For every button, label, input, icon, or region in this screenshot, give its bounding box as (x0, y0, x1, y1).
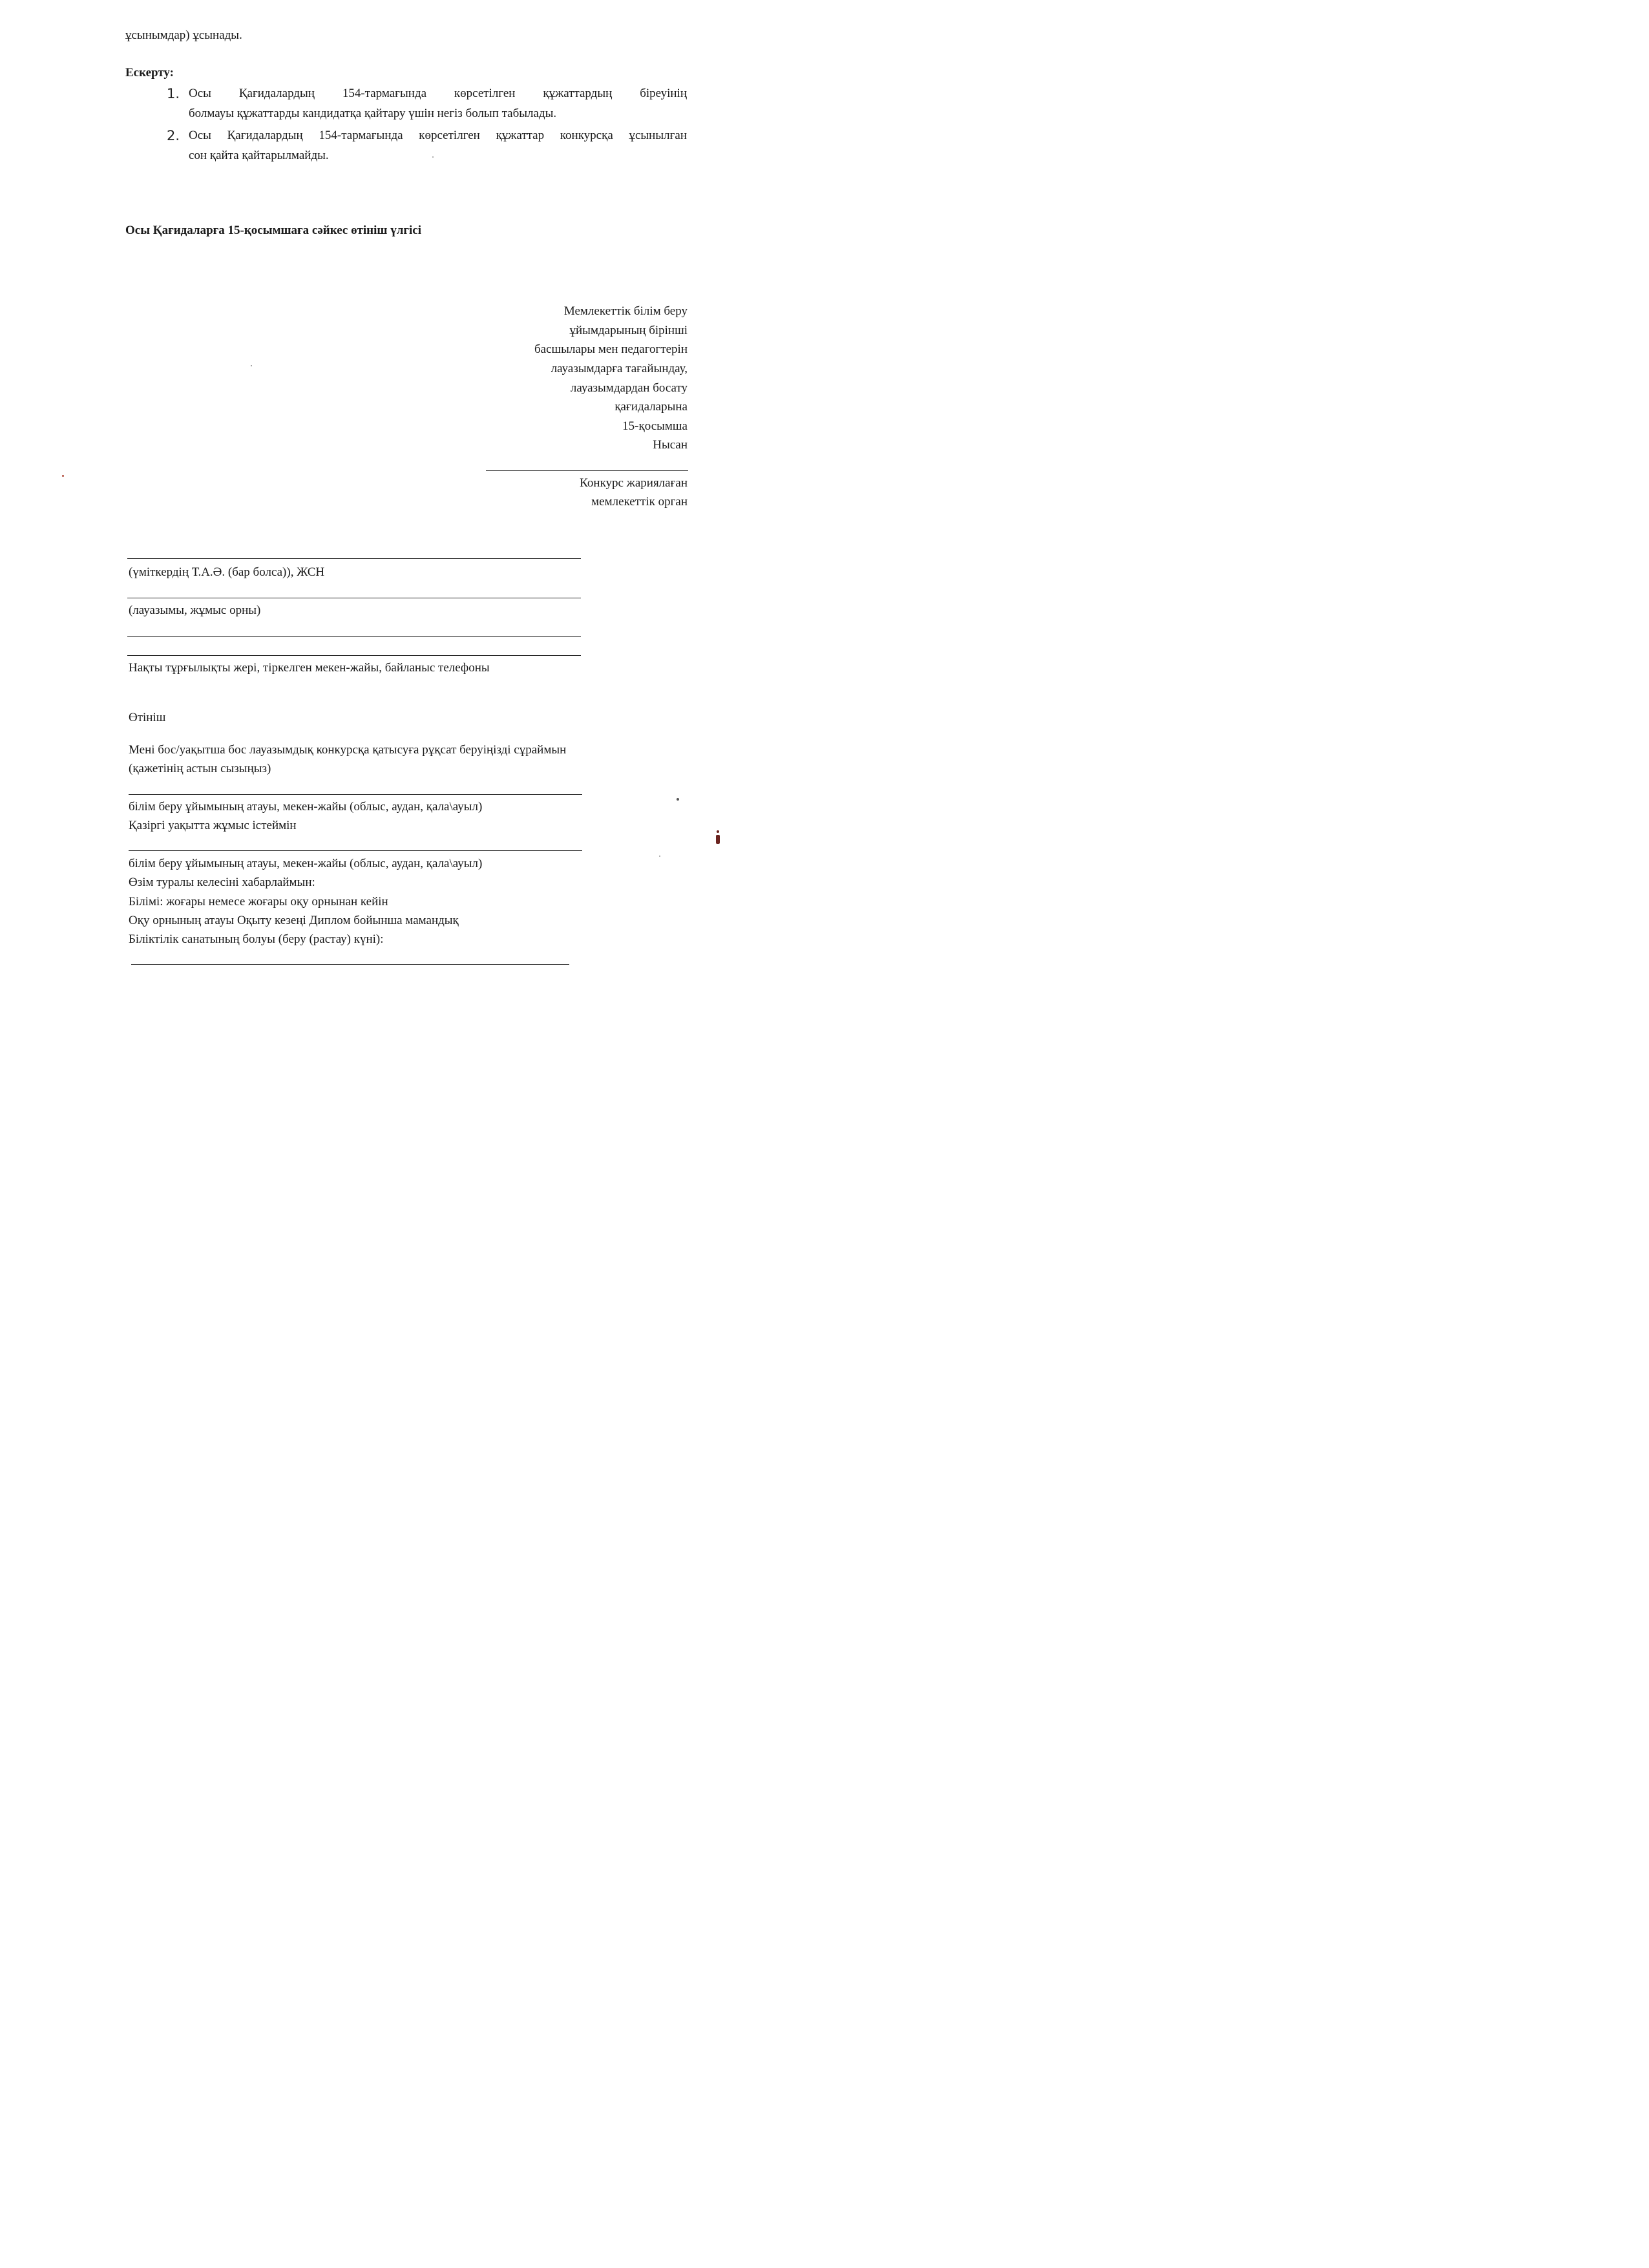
about-me-text: Өзім туралы келесіні хабарлаймын: (129, 876, 315, 889)
application-request-text: Мені бос/уақытша бос лауазымдық конкурсқа қатысуға рұқсат беруіңізді сұраймын (129, 743, 567, 757)
form-label: Нысан (653, 438, 688, 452)
current-organization-blank-line (129, 850, 582, 851)
applicant-name-caption: (үміткердің Т.А.Ә. (бар болса)), ЖСН (129, 565, 325, 579)
attachment-header-line: лауазымдардан босату (570, 381, 688, 395)
attachment-header-line: лауазымдарға тағайындау, (551, 362, 688, 375)
attachment-header-line: ұйымдарының бірінші (569, 324, 688, 337)
attachment-header-line: Мемлекеттік білім беру (563, 304, 688, 318)
application-title: Өтініш (129, 711, 166, 724)
attachment-header-line: 15-қосымша (622, 419, 688, 433)
organization-caption: білім беру ұйымының атауы, мекен-жайы (облыс, аудан, қала\ауыл) (129, 800, 483, 814)
applicant-address-caption: Нақты тұрғылықты жері, тіркелген мекен-жайы, байланыс телефоны (129, 661, 490, 675)
scan-speck (251, 365, 252, 366)
recipient-caption: Конкурс жариялаған (580, 476, 688, 490)
applicant-address-blank-line (127, 655, 581, 656)
note-heading: Ескерту: (125, 66, 174, 79)
organization-caption: білім беру ұйымының атауы, мекен-жайы (облыс, аудан, қала\ауыл) (129, 857, 483, 870)
education-details-text: Оқу орнының атауы Оқыту кезеңі Диплом бойынша мамандық (129, 914, 459, 927)
current-work-text: Қазіргі уақытта жұмыс істеймін (129, 819, 297, 832)
organization-blank-line (129, 794, 582, 795)
note-item-number: 2. (167, 128, 180, 143)
scan-speck (677, 798, 679, 801)
section-title: Осы Қағидаларға 15-қосымшаға сәйкес өтініш үлгісі (125, 224, 421, 237)
qualification-text: Біліктілік санатының болуы (беру (растау) күні): (129, 932, 384, 946)
note-item-text: сон қайта қайтарылмайды. (189, 149, 329, 162)
note-item-text: болмауы құжаттарды кандидатқа қайтару үшін негіз болып табылады. (189, 107, 557, 120)
applicant-position-caption: (лауазымы, жұмыс орны) (129, 604, 261, 617)
note-item-text: Осы Қағидалардың 154-тармағында көрсетілген құжаттар конкурсқа ұсынылған (189, 129, 687, 142)
education-text: Білімі: жоғары немесе жоғары оқу орнынан кейін (129, 895, 388, 908)
scan-mark (716, 835, 720, 844)
attachment-header-line: басшылары мен педагогтерін (534, 342, 688, 356)
scan-speck (62, 475, 64, 477)
applicant-name-blank-line (127, 558, 581, 559)
application-request-note: (қажетінің астын сызыңыз) (129, 762, 271, 775)
note-item-text: Осы Қағидалардың 154-тармағында көрсетілген құжаттардың біреуінің (189, 87, 687, 100)
note-item-number: 1. (167, 86, 180, 101)
attachment-header-line: қағидаларына (614, 400, 688, 414)
scan-speck (432, 156, 434, 158)
scan-speck (659, 856, 660, 857)
qualification-blank-line (131, 964, 569, 965)
scan-mark (717, 830, 719, 833)
continuation-text: ұсынымдар) ұсынады. (125, 28, 242, 42)
recipient-caption: мемлекеттік орган (591, 495, 688, 509)
applicant-address-blank-line (127, 636, 581, 637)
recipient-blank-line (486, 470, 688, 471)
